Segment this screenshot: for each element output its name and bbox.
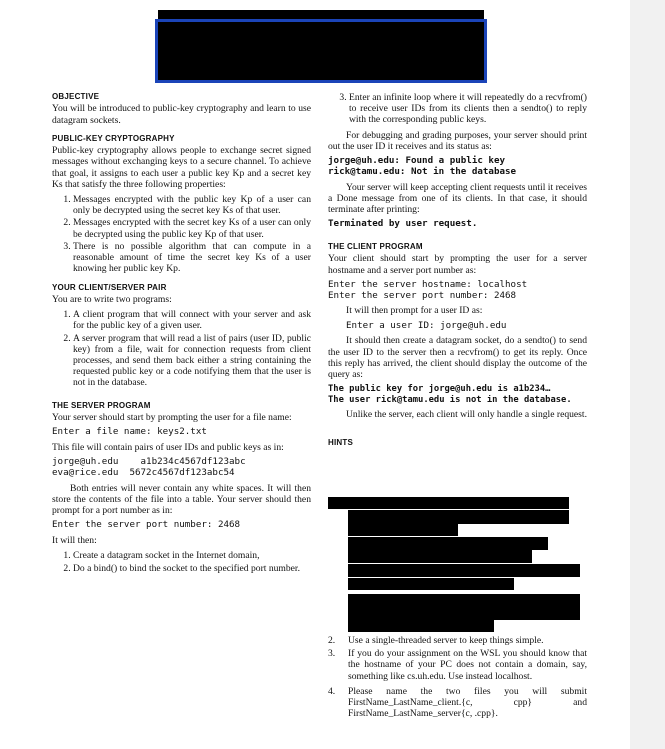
crypto-properties (52, 194, 311, 275)
client-userid-prompt: Enter a user ID: jorge@uh.edu (346, 319, 507, 331)
server-debug-text: For debugging and grading purposes, your server should print out the user ID it receives and its status as: (328, 129, 587, 152)
redacted-hint-2 (348, 510, 569, 524)
hint-item (328, 686, 587, 720)
client-unlike-text: Unlike the server, each client will only handle a single request. (346, 408, 587, 420)
page-margin (630, 0, 665, 749)
server-port-prompt: Enter the server port number: 2468 (52, 519, 241, 531)
left-column (52, 92, 311, 578)
server-then: It will then: (52, 535, 97, 547)
server-file-prompt: Enter a file name: keys2.txt (52, 426, 207, 438)
redacted-hint-10 (348, 620, 494, 632)
hint-item (328, 648, 587, 682)
hint-file-names: Please name the two files you will submit FirstName_LastName_client.{c, cpp} and FirstName_LastName_server{c, .cpp}. (348, 685, 587, 720)
client-prompt-1: Enter the server hostname: localhost (328, 278, 528, 290)
terminated-line: Terminated by user request. (328, 218, 478, 230)
hint-number: 3. (328, 648, 336, 660)
server-step-list-cont (328, 92, 587, 126)
redacted-hint-6 (348, 564, 580, 577)
redacted-hint-8 (348, 594, 580, 608)
redacted-subtitle (168, 64, 474, 78)
right-column (328, 92, 587, 449)
server-step-2: 2. Do a bind() to bind the socket to the specified port number. (73, 563, 311, 574)
outcome-line-2: The user rick@tamu.edu is not in the database. (328, 394, 572, 405)
hint-number: 4. (328, 685, 336, 697)
server-heading: THE SERVER PROGRAM (52, 400, 151, 410)
debug-line-1: jorge@uh.edu: Found a public key (328, 155, 506, 167)
redacted-hint-5 (348, 550, 532, 563)
pair-heading: YOUR CLIENT/SERVER PAIR (52, 282, 167, 292)
crypto-heading: PUBLIC-KEY CRYPTOGRAPHY (52, 133, 175, 143)
redacted-hint-7 (348, 578, 514, 590)
hints-heading: HINTS (328, 438, 353, 448)
crypto-intro: Public-key cryptography allows people to exchange secret signed messages without exchanging keys to a secure channel. To achieve that goal, it assigns to each user a public key Kp and a secret key Ks that satisfy the three following properties: (52, 145, 311, 190)
client-intro: Your client should start by prompting the user for a server hostname and a server port number as: (328, 253, 587, 276)
server-table-text: Both entries will never contain any white spaces. It will then store the contents of the file into a table. Your server should then prompt for a port number as in: (52, 482, 311, 517)
hint-item (328, 635, 587, 646)
objective-text: You will be introduced to public-key cryptography and learn to use datagram sockets. (52, 103, 311, 126)
server-step-3: 3. Enter an infinite loop where it will repeatedly do a recvfrom() to receive user IDs from its clients then a sendto() to reply with the corresponding public keys. (349, 92, 587, 126)
server-keep-text: Your server will keep accepting client requests until it receives a Done message from one of its clients. In that case, it should terminate after printing: (328, 181, 587, 216)
pair-intro: You are to write two programs: (52, 293, 172, 305)
server-file-desc: This file will contain pairs of user IDs and public keys as in: (52, 442, 284, 454)
crypto-property-3: 3. There is no possible algorithm that can compute in a reasonable amount of time the secret key Ks of a user knowing her public key Kp. (73, 241, 311, 275)
redacted-hint-9 (348, 608, 580, 620)
client-userid-intro: It will then prompt for a user ID as: (346, 305, 483, 317)
pair-list (52, 309, 311, 389)
hint-single-threaded: Use a single-threaded server to keep things simple. (348, 635, 544, 646)
client-heading: THE CLIENT PROGRAM (328, 242, 423, 252)
crypto-property-1: 1. Messages encrypted with the public key Kp of a user can only be decrypted using the secret key Ks of that user. (73, 194, 311, 216)
server-step-1: 1. Create a datagram socket in the Internet domain, (73, 550, 311, 561)
pair-server-item: 2. A server program that will read a list of pairs (user ID, public key) from a file, wait for connection requests from client processes, and send them back either a string containing the requested public key or a code notifying them that the user is not in the database. (73, 333, 311, 389)
objective-heading: OBJECTIVE (52, 92, 100, 101)
sample-line-2: eva@rice.edu 5672c4567df123abc54 (52, 467, 235, 478)
crypto-property-2: 2. Messages encrypted with the secret key Ks of a user can only be decrypted using the public key Kp of that user. (73, 217, 311, 239)
server-steps (52, 550, 311, 573)
client-create-text: It should then create a datagram socket, do a sendto() to send the user ID to the server then a recvfrom() to get its reply. Once this reply has arrived, the client should display the outcome of the query as: (328, 335, 587, 381)
debug-line-2: rick@tamu.edu: Not in the database (328, 165, 517, 177)
outcome-line-1: The public key for jorge@uh.edu is a1b234… (328, 384, 551, 395)
hint-number: 2. (328, 635, 336, 646)
sample-line-1: jorge@uh.edu a1b234c4567df123abc (52, 456, 246, 468)
hints-list (328, 635, 587, 720)
server-intro: Your server should start by prompting the user for a file name: (52, 412, 292, 424)
client-prompt-2: Enter the server port number: 2468 (328, 289, 517, 301)
hint-wsl: If you do your assignment on the WSL you should know that the hostname of your PC does not contain a domain, say, something like cs.uh.edu. Use instead localhost. (348, 648, 587, 682)
redacted-hint-4 (348, 537, 548, 550)
redacted-hint-1 (328, 497, 569, 509)
redacted-hint-3 (348, 524, 458, 536)
pair-client-item: 1. A client program that will connect with your server and ask for the public key of a given user. (73, 309, 311, 331)
